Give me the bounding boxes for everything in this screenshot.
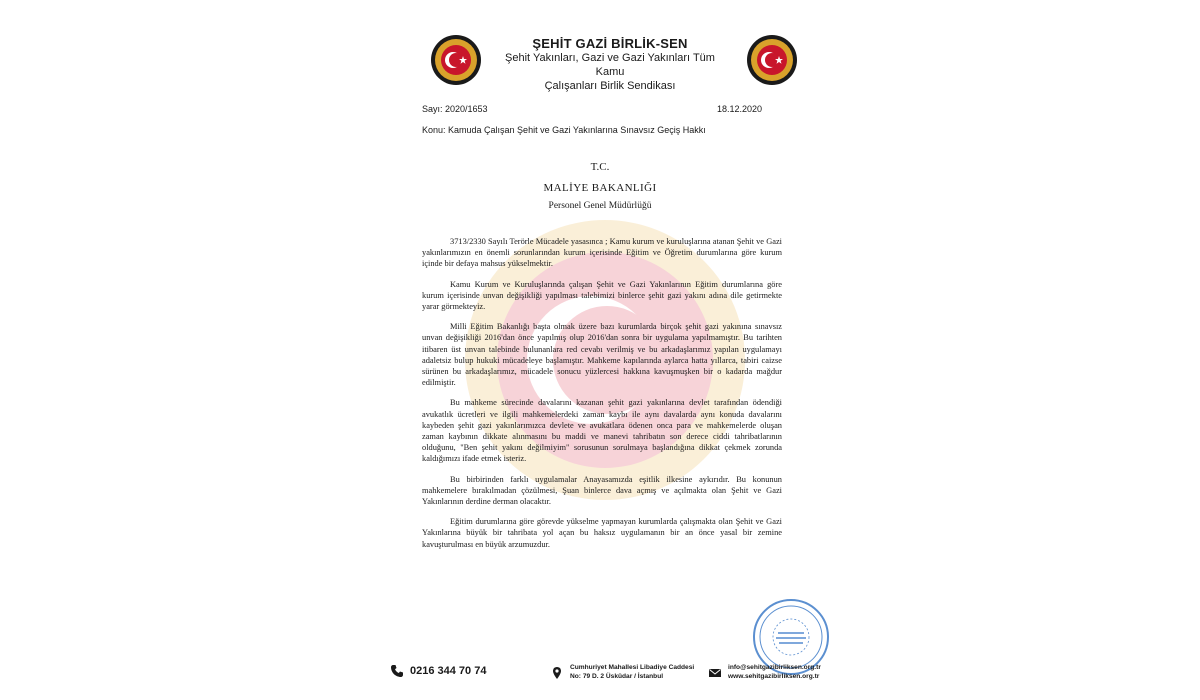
body-paragraph-2: Kamu Kurum ve Kuruluşlarında çalışan Şehit ve Gazi Yakınlarının Eğitim durumlarına göre kurum içerisinde unvan değişikliği yapılması talebimizi binlerce şehit gazi yakını adına dile getirmekte yarar görmekteyiz. xyxy=(422,279,782,312)
crescent-star-emblem-icon xyxy=(746,34,798,86)
addressee-tc: T.C. xyxy=(590,161,610,173)
footer-contact xyxy=(708,664,821,681)
document-subject: Konu: Kamuda Çalışan Şehit ve Gazi Yakınlarına Sınavsız Geçiş Hakkı xyxy=(422,125,706,135)
footer-website: www.sehitgazibirliksen.org.tr xyxy=(728,672,820,680)
phone-icon xyxy=(390,664,404,678)
footer-address xyxy=(550,664,694,681)
document-number: Sayı: 2020/1653 xyxy=(422,104,488,114)
footer-address-line-2: No: 79 D. 2 Üsküdar / İstanbul xyxy=(570,672,664,680)
footer-phone-number: 0216 344 70 74 xyxy=(410,665,487,677)
body-paragraph-6: Eğitim durumlarına göre görevde yükselme yapmayan kurumlarda çalışmakta olan Şehit ve Gazi Yakınlarına büyük bir tahribata yol açan bu haksız uygulamanın bir an önce yasal bir zemine kavuşturulması en büyük arzumuzdur. xyxy=(422,517,782,549)
footer-email: info@sehitgazibirliksen.org.tr xyxy=(728,664,821,671)
organization-subtitle-line-2: Çalışanları Birlik Sendikası xyxy=(544,80,676,92)
addressee-ministry: MALİYE BAKANLIĞI xyxy=(543,182,657,194)
letter-footer xyxy=(390,660,830,690)
organization-subtitle-line-1: Şehit Yakınları, Gazi ve Gazi Yakınları Tüm Kamu xyxy=(505,52,715,78)
footer-address-line-1: Cumhuriyet Mahallesi Libadiye Caddesi xyxy=(570,664,695,671)
organization-header xyxy=(490,36,730,93)
letter-body xyxy=(422,236,782,559)
body-paragraph-1: 3713/2330 Sayılı Terörle Mücadele yasasınca ; Kamu kurum ve kuruluşlarına atanan Şehit ve Gazi yakınlarımızın en önemli sorunlarından kurum içerisinde Eğitim ve Öğretim durumlarına göre kurum içinde bir defaya mahsus yükselmektir. xyxy=(422,237,782,269)
body-paragraph-5: Bu birbirinden farklı uygulamalar Anayasamızda eşitlik ilkesine aykırıdır. Bu konunun mahkemelere bırakılmadan çözülmesi, Şuan binlerce dava açmış ve açılmakta olan Şehit ve Gazi Yakınlarının derdine derman olacaktır. xyxy=(422,474,782,507)
organization-name: ŞEHİT GAZİ BİRLİK-SEN xyxy=(532,36,688,51)
envelope-icon xyxy=(708,666,722,680)
letter-page xyxy=(360,0,840,700)
document-date: 18.12.2020 xyxy=(717,104,763,114)
footer-phone xyxy=(390,664,486,678)
body-paragraph-4: Bu mahkeme sürecinde davalarını kazanan şehit gazi yakınlarına devlet tarafından ödendiği avukatlık ücretleri ve ilgili mahkemelerdeki zaman kaybı ile aynı davalarda aynı konuda davalarını kaybeden şehit gazi yakınlarımızca devlete ve avukatlara ödenen onca para ve mahkemelerde oluşan zaman kaybının dikkate alınmasını bu maddi ve manevi tahribatın son derece ciddi tahribatlarının olduğunu, "Ben şehit yakını değilmiyim" sorusunun sorulmaya başlandığına dikkat çekmek zorunda kaldığımızı ifade etmek isteriz. xyxy=(422,398,782,464)
crescent-star-emblem-icon xyxy=(430,34,482,86)
addressee-department: Personel Genel Müdürlüğü xyxy=(548,201,652,211)
location-pin-icon xyxy=(550,666,564,680)
body-paragraph-3: Milli Eğitim Bakanlığı başta olmak üzere bazı kurumlarda birçok şehit gazi yakınına sınavsız unvan değişikliği 2016'dan önce yapılmış olup 2016'dan sonra bir uygulama yapılmamıştır. Bu tarihten itibaren üst unvan talebinde bulunanlara red cevabı verilmiş ve bu arkadaşlarımız yapılan uygulamayı adaletsiz bulup hukuki mücadeleye başlamıştır. Mahkeme kapılarında aylarca hatta yıllarca, tabiri caizse sürünen bu arkadaşlarımız, mücadele sonucu yüzlercesi hakkına kavuşmuşken bir o kadarda mağdur edilmiştir. xyxy=(422,322,782,388)
